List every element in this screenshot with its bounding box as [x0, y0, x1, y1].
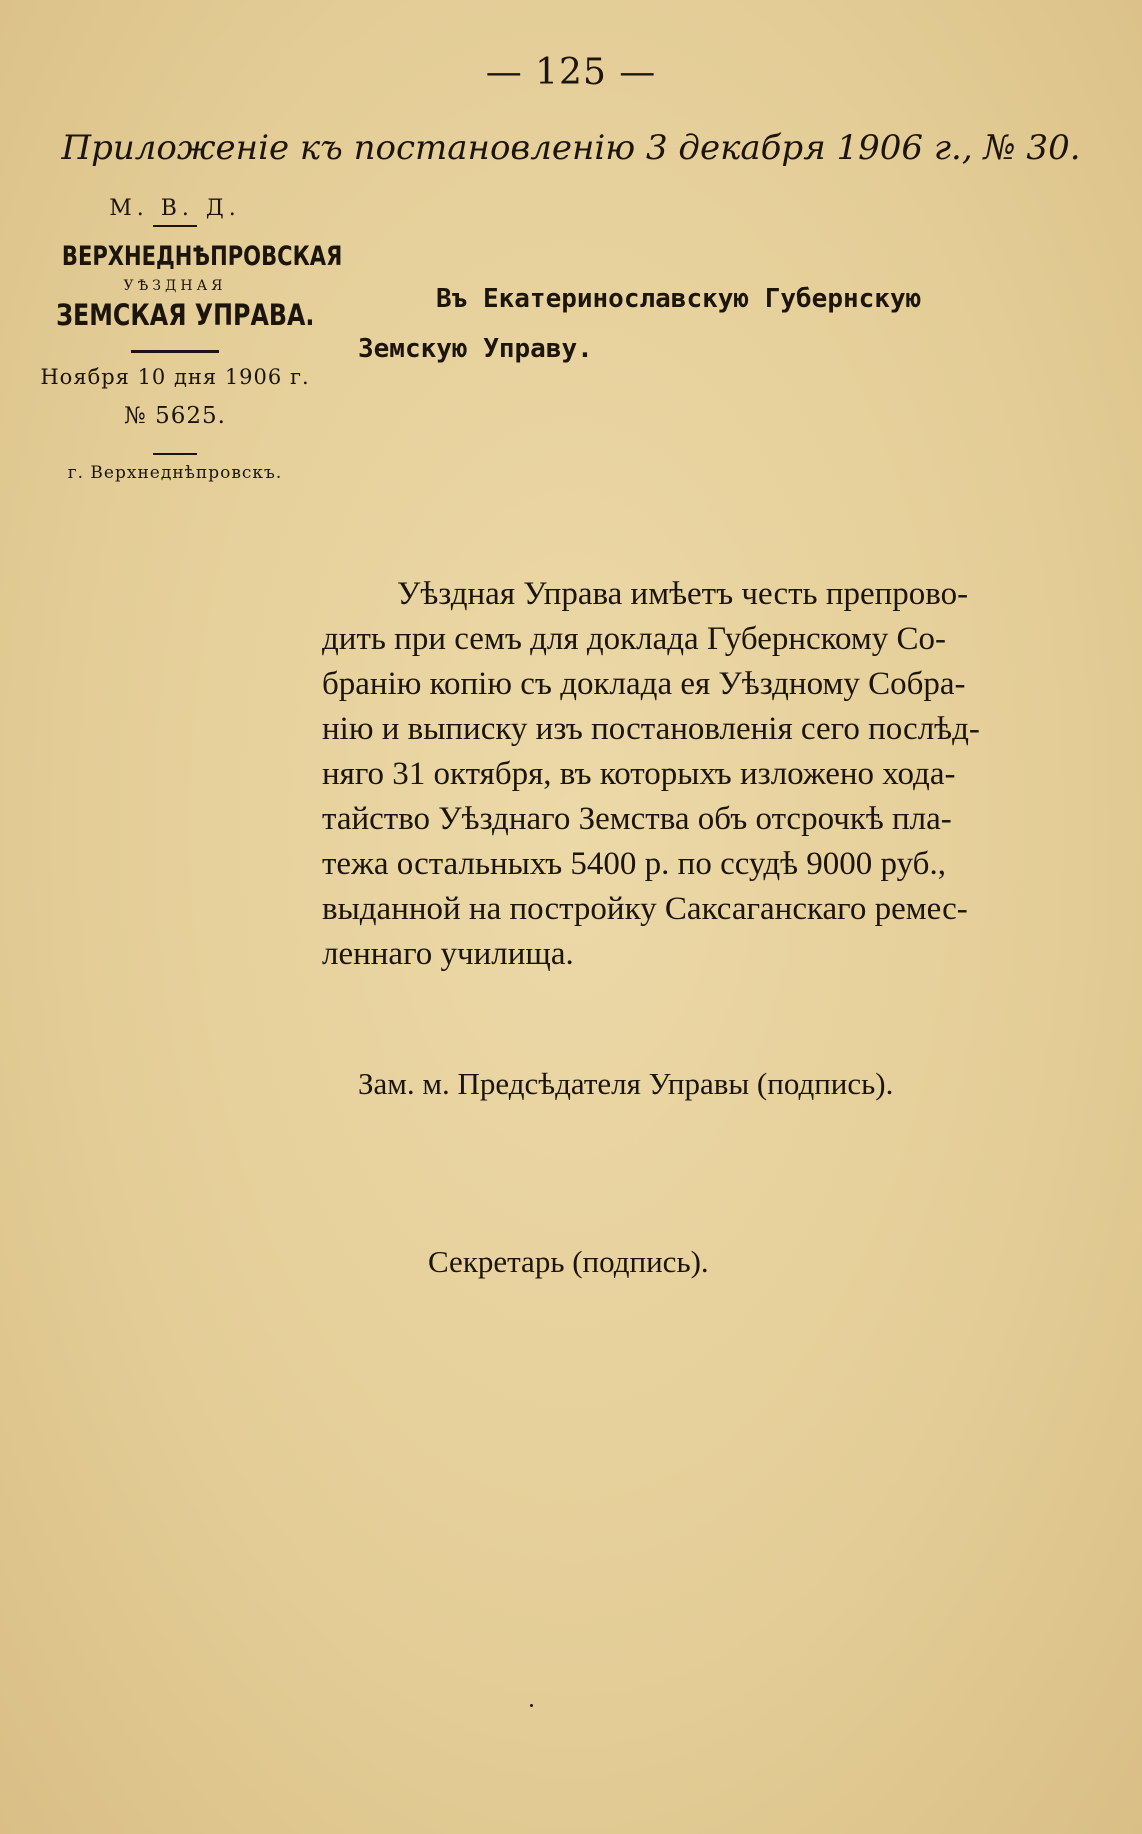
letterhead — [30, 196, 343, 483]
body-line: Уѣздная Управа имѣетъ честь препрово- — [397, 576, 969, 612]
letterhead-divider — [153, 225, 197, 227]
letterhead-ministry: М. В. Д. — [109, 196, 241, 221]
body-line: дить при семъ для доклада Губернскому Со- — [322, 621, 947, 657]
addressee-line-1: Въ Екатеринославскую Губернскую — [436, 284, 922, 314]
document-heading: Приложеніе къ постановленію 3 декабря 1906 г., № 30. — [61, 128, 1081, 168]
letterhead-number: № 5625. — [124, 403, 226, 429]
body-line: няго 31 октября, въ которыхъ изложено хода- — [322, 756, 956, 792]
letterhead-date: Ноября 10 дня 1906 г. — [40, 365, 310, 389]
signature-secretary: Секретарь (подпись). — [428, 1244, 709, 1279]
letterhead-rule — [131, 350, 219, 353]
body-line: леннаго училища. — [322, 936, 574, 972]
print-mark — [530, 1704, 533, 1707]
body-line: бранію копію съ доклада ея Уѣздному Собра- — [322, 666, 966, 702]
page-number: — 125 — — [485, 52, 657, 93]
letterhead-board-title: ЗЕМСКАЯ УПРАВА. — [56, 298, 315, 332]
letter-body — [322, 572, 1042, 977]
letterhead-board-name: ВЕРХНЕДНѢПРОВСКАЯ — [61, 241, 343, 272]
body-line: нію и выписку изъ постановленія сего послѣд- — [322, 711, 980, 747]
signature-deputy-chairman: Зам. м. Предсѣдателя Управы (подпись). — [358, 1066, 894, 1101]
addressee-block — [358, 274, 1118, 374]
body-line: тежа остальныхъ 5400 р. по ссудѣ 9000 руб., — [322, 846, 946, 882]
letterhead-rule-small — [153, 453, 197, 455]
addressee-line-2: Земскую Управу. — [358, 334, 593, 364]
body-line: тайство Уѣзднаго Земства объ отсрочкѣ пла- — [322, 801, 952, 837]
letterhead-board-type: УѢЗДНАЯ — [123, 278, 227, 294]
body-line: выданной на постройку Саксаганскаго ремес- — [322, 891, 968, 927]
letterhead-town: г. Верхнеднѣпровскъ. — [67, 463, 283, 483]
